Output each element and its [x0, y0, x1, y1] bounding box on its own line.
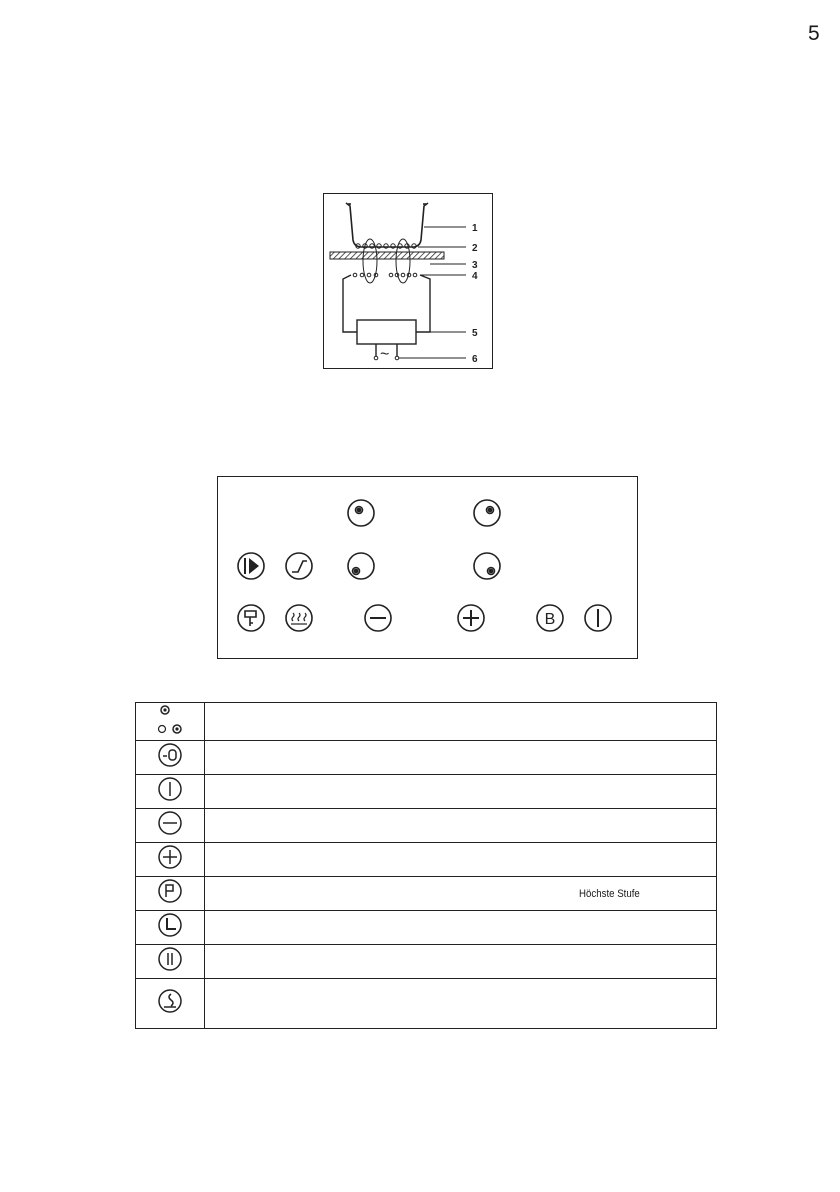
keep-warm-button[interactable] [286, 605, 312, 631]
zone-indicator-rear-right[interactable] [474, 500, 500, 526]
minus-button[interactable] [365, 605, 391, 631]
on-off-button[interactable] [585, 605, 611, 631]
callout-1: 1 [472, 223, 478, 234]
page-number: 5 [808, 22, 820, 45]
induction-coil-dots [353, 273, 417, 277]
automatic-heat-up-button[interactable] [286, 553, 312, 579]
callout-3: 3 [472, 260, 478, 271]
legend-text-cell [205, 703, 717, 741]
plus-icon [463, 610, 479, 626]
pause-icon [156, 945, 184, 973]
ramp-icon [292, 561, 307, 572]
key-icon [245, 611, 256, 626]
highest-level-text: Höchste Stufe [579, 887, 640, 900]
glass-ceramic-plate [330, 252, 444, 259]
minus-icon [156, 809, 184, 837]
control-panel-svg [218, 477, 636, 657]
lock-icon [156, 741, 184, 769]
power-level-icon [156, 877, 184, 905]
zone-selection-icon [150, 703, 190, 735]
callout-5: 5 [472, 328, 478, 339]
legend-row [136, 945, 717, 979]
booster-label: B [544, 611, 556, 628]
callout-6: 6 [472, 354, 478, 365]
legend-row [136, 911, 717, 945]
callout-4: 4 [472, 271, 478, 282]
legend-row [136, 809, 717, 843]
play-pause-icon [249, 558, 259, 574]
steam-icon [291, 613, 307, 624]
plus-button[interactable] [458, 605, 484, 631]
legend-row [136, 775, 717, 809]
control-panel [217, 476, 638, 659]
lock-button[interactable] [238, 605, 264, 631]
induction-diagram [323, 193, 493, 369]
legend-row [136, 843, 717, 877]
legend-row [136, 979, 717, 1029]
on-off-icon [156, 775, 184, 803]
induction-diagram-svg [324, 194, 491, 367]
ac-source-symbol: ~ [380, 346, 390, 363]
zone-indicator-front-left[interactable] [348, 553, 374, 579]
pot-shape [346, 203, 428, 247]
zone-indicator-front-right[interactable] [474, 553, 500, 579]
legend-row [136, 703, 717, 741]
symbol-legend-table [135, 702, 717, 1029]
terminal-left [374, 356, 378, 360]
callout-2: 2 [472, 243, 478, 254]
legend-row [136, 877, 717, 911]
timer-icon [156, 911, 184, 939]
zone-indicator-rear-left[interactable] [348, 500, 374, 526]
circuit-wires [343, 275, 430, 357]
plus-icon [156, 843, 184, 871]
terminal-right [395, 356, 399, 360]
legend-row [136, 741, 717, 775]
keep-warm-icon [156, 987, 184, 1015]
legend-icon-cell [136, 703, 205, 741]
pause-play-button[interactable] [238, 553, 264, 579]
